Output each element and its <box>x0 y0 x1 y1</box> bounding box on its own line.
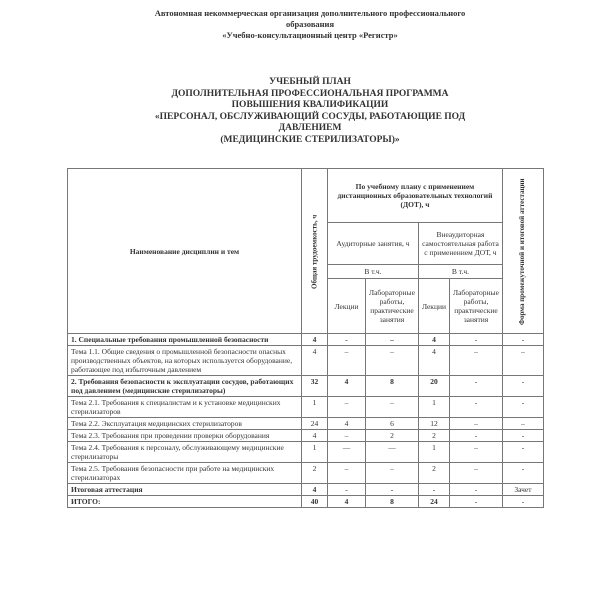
table-row <box>68 442 544 463</box>
row-name: Итоговая аттестация <box>68 484 302 496</box>
row-value: 4 <box>328 496 366 508</box>
row-value: 1 <box>302 397 328 418</box>
org-line: Автономная некоммерческая организация дополнительного профессионального <box>154 8 466 18</box>
table-row <box>68 397 544 418</box>
row-value: 4 <box>302 334 328 346</box>
header-plan: По учебному плану с применением дистанционных образовательных технологий (ДОТ), ч <box>328 169 503 223</box>
row-name: ИТОГО: <box>68 496 302 508</box>
row-value: 1 <box>418 442 449 463</box>
row-value: Зачет <box>502 484 543 496</box>
header-classroom: Аудиторные занятия, ч <box>328 223 419 265</box>
document-title <box>100 77 520 146</box>
row-value: — <box>366 442 419 463</box>
row-value: 4 <box>328 376 366 397</box>
row-value: 4 <box>302 484 328 496</box>
row-value: 2 <box>366 430 419 442</box>
row-value: – <box>450 442 503 463</box>
row-value: – <box>328 397 366 418</box>
row-value: – <box>366 397 419 418</box>
table-row <box>68 463 544 484</box>
row-value: – <box>450 463 503 484</box>
org-line: «Учебно-консультационный центр «Регистр» <box>222 30 398 40</box>
row-value: 40 <box>302 496 328 508</box>
table-row <box>68 484 544 496</box>
table-row <box>68 418 544 430</box>
row-name: Тема 2.4. Требования к персоналу, обслуживающему медицинские стерилизаторы <box>68 442 302 463</box>
row-value: - <box>502 430 543 442</box>
row-value: - <box>450 397 503 418</box>
row-value: – <box>450 418 503 430</box>
row-value: 8 <box>366 376 419 397</box>
row-value: 24 <box>302 418 328 430</box>
row-value: - <box>502 463 543 484</box>
row-value: – <box>366 463 419 484</box>
row-value: 4 <box>302 346 328 376</box>
row-value: - <box>328 334 366 346</box>
row-value: – <box>328 430 366 442</box>
title-line: ДАВЛЕНИЕМ <box>278 123 342 133</box>
row-value: - <box>450 496 503 508</box>
row-name: 2. Требования безопасности к эксплуатации сосудов, работающих под давлением (медицинские стерилизаторы) <box>68 376 302 397</box>
header-lectures: Лекции <box>418 279 449 334</box>
row-value: 2 <box>418 463 449 484</box>
row-value: 2 <box>418 430 449 442</box>
row-value: – <box>502 346 543 376</box>
header-including: В т.ч. <box>328 265 419 279</box>
table-row <box>68 430 544 442</box>
row-value: - <box>502 334 543 346</box>
row-name: Тема 2.5. Требования безопасности при работе на медицинских стерилизаторах <box>68 463 302 484</box>
header-lectures: Лекции <box>328 279 366 334</box>
row-name: 1. Специальные требования промышленной безопасности <box>68 334 302 346</box>
row-value: - <box>366 484 419 496</box>
row-value: - <box>450 430 503 442</box>
row-value: 4 <box>418 334 449 346</box>
title-line: ДОПОЛНИТЕЛЬНАЯ ПРОФЕССИОНАЛЬНАЯ ПРОГРАММА <box>171 88 449 99</box>
title-line: (МЕДИЦИНСКИЕ СТЕРИЛИЗАТОРЫ)» <box>220 134 400 145</box>
title-line: ПОВЫШЕНИЯ КВАЛИФИКАЦИИ <box>231 100 389 110</box>
title-line: УЧЕБНЫЙ ПЛАН <box>269 77 351 87</box>
row-value: - <box>502 376 543 397</box>
curriculum-table <box>67 168 544 508</box>
row-value: – <box>328 463 366 484</box>
row-value: 32 <box>302 376 328 397</box>
table-row <box>68 376 544 397</box>
org-line: образования <box>285 19 335 29</box>
table-row <box>68 334 544 346</box>
row-value: 4 <box>302 430 328 442</box>
row-value: 2 <box>302 463 328 484</box>
row-value: – <box>366 334 419 346</box>
organization-header <box>100 8 520 41</box>
row-value: 20 <box>418 376 449 397</box>
row-value: – <box>502 418 543 430</box>
row-name: Тема 2.3. Требования при проведении проверки оборудования <box>68 430 302 442</box>
row-name: Тема 2.1. Требования к специалистам и к установке медицинских стерилизаторов <box>68 397 302 418</box>
row-value: - <box>502 496 543 508</box>
row-value: - <box>502 397 543 418</box>
row-value: 6 <box>366 418 419 430</box>
row-value: 24 <box>418 496 449 508</box>
row-value: – <box>328 346 366 376</box>
row-name: Тема 1.1. Общие сведения о промышленной безопасности опасных производственных объектов, на которых используется оборудование, работающее под избыточным давлением <box>68 346 302 376</box>
header-labs: Лабораторные работы, практические занятия <box>366 279 419 334</box>
row-value: — <box>328 442 366 463</box>
row-value: – <box>450 346 503 376</box>
header-including: В т.ч. <box>418 265 502 279</box>
row-value: 1 <box>302 442 328 463</box>
header-labs: Лабораторные работы, практические занятия <box>450 279 503 334</box>
row-value: 4 <box>328 418 366 430</box>
row-value: 8 <box>366 496 419 508</box>
header-total: Общая трудоемкость, ч <box>302 169 328 334</box>
row-value: 12 <box>418 418 449 430</box>
row-value: – <box>366 346 419 376</box>
row-value: - <box>450 484 503 496</box>
row-value: - <box>328 484 366 496</box>
header-attestation-form: Форма промежуточной и итоговой аттестации <box>502 169 543 334</box>
row-value: 1 <box>418 397 449 418</box>
row-value: - <box>502 442 543 463</box>
row-value: - <box>418 484 449 496</box>
row-name: Тема 2.2. Эксплуатация медицинских стерилизаторов <box>68 418 302 430</box>
table-row <box>68 346 544 376</box>
header-self-study: Внеаудиторная самостоятельная работа с применением ДОТ, ч <box>418 223 502 265</box>
table-row <box>68 496 544 508</box>
row-value: - <box>450 334 503 346</box>
row-value: 4 <box>418 346 449 376</box>
header-name: Наименование дисциплин и тем <box>68 169 302 334</box>
title-line: «ПЕРСОНАЛ, ОБСЛУЖИВАЮЩИЙ СОСУДЫ, РАБОТАЮЩИЕ ПОД <box>154 111 466 122</box>
row-value: - <box>450 376 503 397</box>
